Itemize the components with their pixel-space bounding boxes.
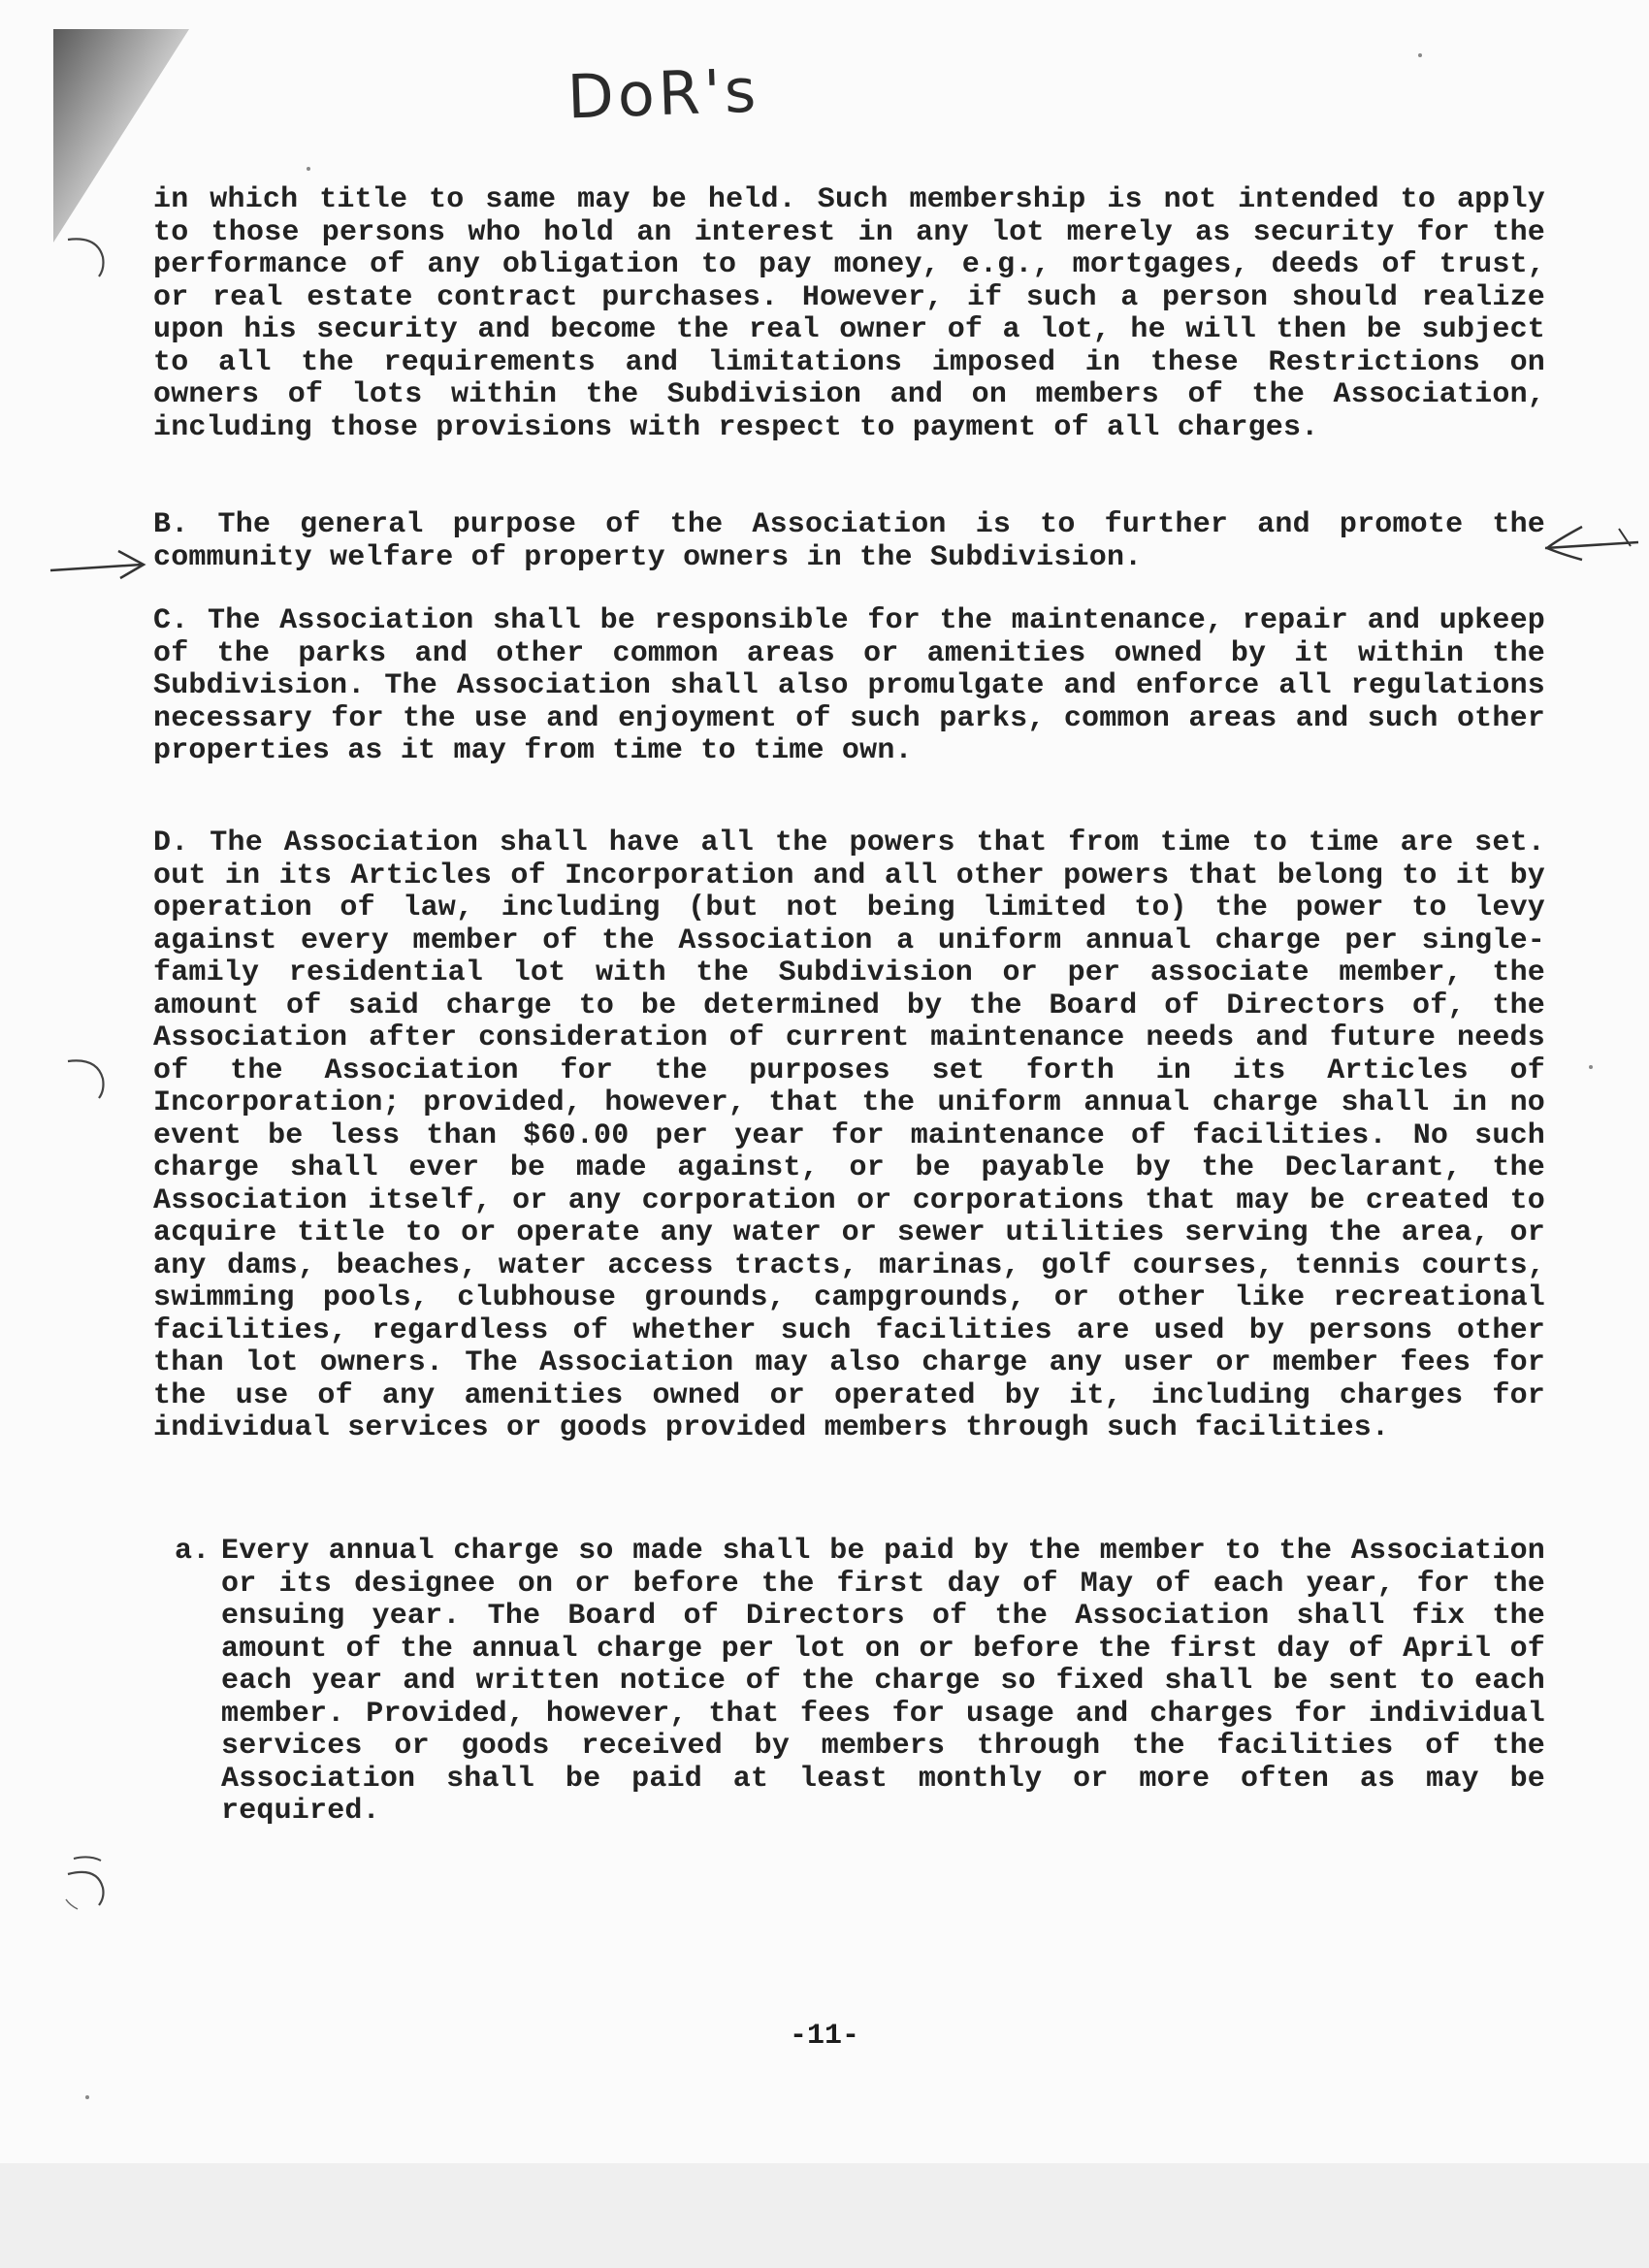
punch-hole-middle-icon <box>60 1050 118 1108</box>
right-arrow-mark-icon <box>1537 519 1644 567</box>
left-arrow-mark-icon <box>47 543 153 582</box>
paragraph-intro: in which title to same may be held. Such membership is not intended to apply to those persons who hold an interest in any lot merely as security for the performance of any obligation to pay money, e.g., mortgages, deeds of trust, or real estate contract purchases. However, if such a person should realize upon his security and become the real owner of a lot, he will then be subject to all the requirements and limitations imposed in these Restrictions on owners of lots within the Subdivision and on members of the Association, including those provisions with respect to payment of all charges. <box>153 183 1545 444</box>
scanner-bed-margin <box>0 2163 1649 2268</box>
punch-hole-bottom-icon <box>60 1853 118 1911</box>
scan-speck <box>1589 1065 1593 1069</box>
paragraph-a <box>153 1536 1545 1829</box>
handwritten-note: DoR's <box>566 54 761 133</box>
paragraph-a-text: Every annual charge so made shall be paid by the member to the Association or its designee on or before the first day of May of each year, for the ensuing year. The Board of Directors of the Association shall fix the amount of the annual charge per lot on or before the first day of April of each year and written notice of the charge so fixed shall be sent to each member. Provided, however, that fees for usage and charges for individual services or goods received by members through the facilities of the Association shall be paid at least monthly or more often as may be required. <box>221 1535 1545 1828</box>
paragraph-a-label: a. <box>175 1535 210 1568</box>
paragraph-d: D. The Association shall have all the powers that from time to time are set. out in its Articles of Incorporation and all other powers that belong to it by operation of law, including (but not being limited to) the power to levy against every member of the Association a uniform annual charge per single-family residential lot with the Subdivision or per associate member, the amount of said charge to be determined by the Board of Directors of, the Association after consideration of current maintenance needs and future needs of the Association for the purposes set forth in its Articles of Incorporation; provided, however, that the uniform annual charge shall in no event be less than $60.00 per year for maintenance of facilities. No such charge shall ever be made against, or be payable by the Declarant, the Association itself, or any corporation or corporations that may be created to acquire title to or operate any water or sewer utilities serving the area, or any dams, beaches, water access tracts, marinas, golf courses, tennis courts, swimming pools, clubhouse grounds, campgrounds, or other like recreational facilities, regardless of whether such facilities are used by persons other than lot owners. The Association may also charge any user or member fees for the use of any amenities owned or operated by it, including charges for individual services or goods provided members through such facilities. <box>153 826 1545 1444</box>
punch-hole-top-icon <box>60 228 118 286</box>
paragraph-c: C. The Association shall be responsible for the maintenance, repair and upkeep of the parks and other common areas or amenities owned by it within the Subdivision. The Association shall also promulgate and enforce all regulations necessary for the use and enjoyment of such parks, common areas and such other properties as it may from time to time own. <box>153 604 1545 767</box>
scan-speck <box>1418 53 1422 57</box>
page-number: -11- <box>789 2020 859 2053</box>
scan-speck <box>85 2095 89 2099</box>
paragraph-b: B. The general purpose of the Association is to further and promote the community welfare of property owners in the Subdivision. <box>153 508 1545 574</box>
scan-speck <box>307 167 310 171</box>
